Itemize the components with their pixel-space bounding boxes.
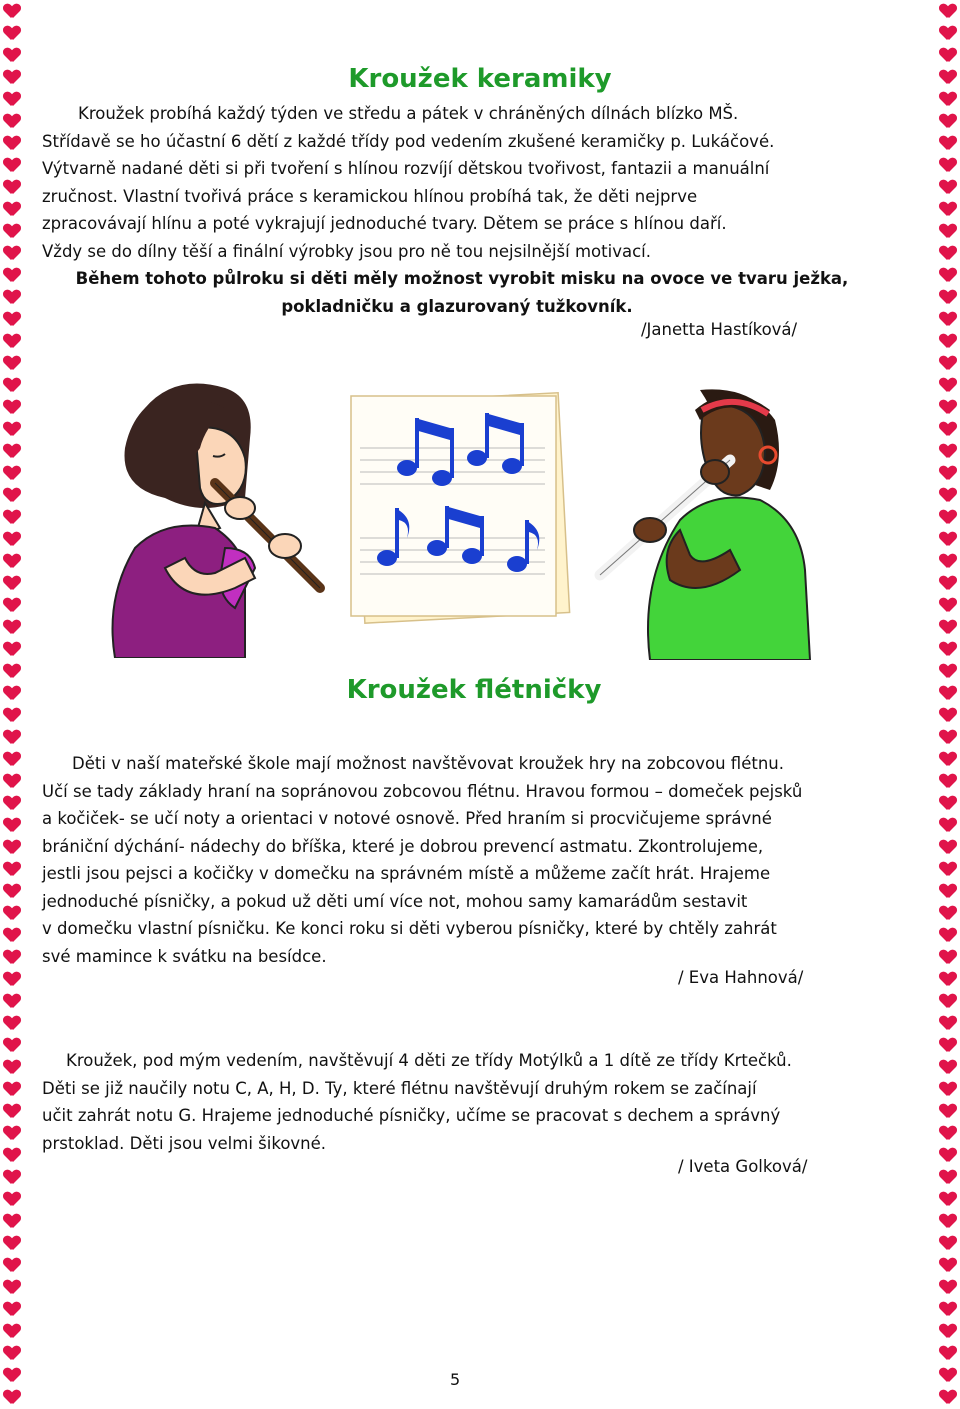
heart-icon: [4, 1368, 20, 1383]
heart-icon: [4, 554, 20, 569]
heart-icon: [940, 576, 956, 591]
heart-icon: [940, 620, 956, 635]
heart-icon: [940, 92, 956, 107]
heart-icon: [4, 1214, 20, 1229]
heart-icon: [940, 4, 956, 19]
heart-icon: [4, 1104, 20, 1119]
heart-icon: [940, 202, 956, 217]
heart-icon: [4, 268, 20, 283]
heart-icon: [4, 862, 20, 877]
heart-icon: [4, 730, 20, 745]
heart-icon: [4, 1390, 20, 1405]
heart-icon: [940, 158, 956, 173]
heart-icon: [940, 840, 956, 855]
heart-icon: [940, 136, 956, 151]
heart-icon: [940, 884, 956, 899]
heart-icon: [940, 950, 956, 965]
heart-icon: [940, 510, 956, 525]
text-line: Střídavě se ho účastní 6 dětí z každé třídy pod vedením zkušené keramičky p. Lukáčové.: [42, 131, 775, 151]
text-line: Vždy se do dílny těší a finální výrobky jsou pro ně tou nejsilnější motivací.: [42, 241, 651, 261]
heart-icon: [940, 334, 956, 349]
heart-icon: [940, 26, 956, 41]
heart-icon: [940, 444, 956, 459]
heart-icon: [4, 1126, 20, 1141]
heart-icon: [940, 1390, 956, 1405]
heart-icon: [940, 598, 956, 613]
text-line: a kočiček- se učí noty a orientaci v notové osnově. Před hraním si procvičujeme správné: [42, 809, 772, 828]
text-line: Kroužek probíhá každý týden ve středu a pátek v chráněných dílnách blízko MŠ.: [78, 104, 739, 123]
text-line: Děti v naší mateřské škole mají možnost navštěvovat kroužek hry na zobcovou flétnu.: [72, 754, 784, 773]
heart-icon: [4, 224, 20, 239]
text-line: učit zahrát notu G. Hrajeme jednoduché písničky, učíme se pracovat s dechem a správný: [42, 1106, 781, 1125]
text-line: jestli jsou pejsci a kočičky v domečku na správném místě a můžeme začít hrát. Hrajeme: [42, 864, 771, 883]
heart-icon: [940, 1368, 956, 1383]
heart-icon: [4, 994, 20, 1009]
heart-icon: [940, 1038, 956, 1053]
text-line: zručnost. Vlastní tvořivá práce s keramickou hlínou probíhá tak, že děti nejprve: [42, 186, 698, 206]
heart-icon: [4, 1148, 20, 1163]
heart-icon: [940, 378, 956, 393]
heart-icon: [4, 950, 20, 965]
text-line: Výtvarně nadané děti si při tvoření s hlínou rozvíjí dětskou tvořivost, fantazii a manuální: [42, 159, 770, 178]
heart-icon: [4, 576, 20, 591]
heart-icon: [4, 818, 20, 833]
heart-icon: [4, 972, 20, 987]
heart-icon: [4, 884, 20, 899]
heart-icon: [4, 1170, 20, 1185]
heart-icon: [940, 818, 956, 833]
heart-icon: [940, 774, 956, 789]
heart-icon: [4, 488, 20, 503]
girl-with-flute-illustration: [590, 380, 820, 660]
fletnicky-title: Kroužek flétničky: [346, 675, 602, 705]
heart-icon: [4, 48, 20, 63]
text-line: jednoduché písničky, a pokud už děti umí více not, mohou samy kamarádům sestavit: [42, 891, 748, 911]
signature-golkova: / Iveta Golková/: [678, 1157, 808, 1176]
heart-icon: [940, 1016, 956, 1031]
text-line: své mamince k svátku na besídce.: [42, 946, 327, 966]
heart-icon: [940, 862, 956, 877]
bold-line: pokladničku a glazurovaný tužkovník.: [281, 296, 633, 316]
heart-icon: [4, 202, 20, 217]
heart-icon: [4, 1060, 20, 1075]
heart-icon: [4, 840, 20, 855]
heart-icon: [4, 26, 20, 41]
heart-icon: [940, 1126, 956, 1141]
heart-icon: [4, 752, 20, 767]
heart-icon: [940, 1148, 956, 1163]
heart-icon: [940, 1324, 956, 1339]
page-number: 5: [450, 1370, 461, 1389]
text-line: zpracovávají hlínu a poté vykrajují jednoduché tvary. Dětem se práce s hlínou daří.: [42, 214, 727, 233]
heart-icon: [4, 1280, 20, 1295]
heart-icon: [4, 1236, 20, 1251]
heart-icon: [4, 620, 20, 635]
heart-icon: [940, 708, 956, 723]
heart-icon: [4, 114, 20, 129]
heart-icon: [940, 400, 956, 415]
heart-icon: [940, 224, 956, 239]
heart-icon: [4, 422, 20, 437]
heart-icon: [4, 246, 20, 261]
heart-icon: [940, 796, 956, 811]
heart-icon: [940, 1192, 956, 1207]
heart-icon: [940, 268, 956, 283]
heart-icon: [940, 1258, 956, 1273]
heart-icon: [4, 136, 20, 151]
heart-icon: [940, 752, 956, 767]
heart-icon: [940, 1302, 956, 1317]
heart-icon: [4, 1346, 20, 1361]
heart-icon: [4, 180, 20, 195]
text-line: brániční dýchání- nádechy do bříška, které je dobrou prevencí astmatu. Zkontrolujeme,: [42, 836, 764, 856]
heart-icon: [4, 290, 20, 305]
heart-icon: [4, 774, 20, 789]
heart-icon: [4, 4, 20, 19]
heart-icon: [940, 972, 956, 987]
heart-icon: [4, 532, 20, 547]
heart-icon: [4, 312, 20, 327]
heart-icon: [4, 356, 20, 371]
heart-icon: [940, 730, 956, 745]
heart-icon: [4, 598, 20, 613]
heart-icon: [940, 1280, 956, 1295]
heart-icon: [940, 1104, 956, 1119]
heart-icon: [940, 906, 956, 921]
heart-icon: [940, 1214, 956, 1229]
heart-icon: [940, 180, 956, 195]
girl-with-recorder-illustration: [105, 378, 345, 658]
heart-icon: [4, 1016, 20, 1031]
heart-icon: [940, 246, 956, 261]
heart-icon: [4, 444, 20, 459]
heart-icon: [940, 1060, 956, 1075]
text-line: Učí se tady základy hraní na sopránovou zobcovou flétnu. Hravou formou – domeček pejsků: [42, 781, 803, 801]
text-line: Děti se již naučily notu C, A, H, D. Ty, které flétnu navštěvují druhým rokem se začínají: [42, 1078, 757, 1098]
heart-icon: [940, 290, 956, 305]
heart-icon: [940, 1346, 956, 1361]
heart-icon: [940, 994, 956, 1009]
heart-icon: [4, 1038, 20, 1053]
heart-icon: [940, 532, 956, 547]
heart-icon: [4, 1258, 20, 1273]
heart-icon: [4, 1192, 20, 1207]
bold-line: Během tohoto půlroku si děti měly možnost vyrobit misku na ovoce ve tvaru ježka,: [75, 269, 849, 288]
text-line: prstoklad. Děti jsou velmi šikovné.: [42, 1133, 327, 1153]
heart-icon: [940, 928, 956, 943]
heart-icon: [4, 708, 20, 723]
heart-icon: [4, 334, 20, 349]
heart-icon: [940, 356, 956, 371]
heart-icon: [4, 796, 20, 811]
keramika-title: Kroužek keramiky: [348, 64, 612, 94]
heart-icon: [940, 114, 956, 129]
heart-icon: [940, 1082, 956, 1097]
text-line: Kroužek, pod mým vedením, navštěvují 4 děti ze třídy Motýlků a 1 dítě ze třídy Krtečků.: [66, 1051, 792, 1070]
heart-icon: [940, 554, 956, 569]
golkova-paragraph: [42, 1047, 872, 1157]
keramika-paragraph: [42, 100, 872, 320]
heart-icon: [940, 1236, 956, 1251]
heart-icon: [4, 1302, 20, 1317]
heart-icon: [4, 510, 20, 525]
heart-icon: [940, 312, 956, 327]
music-sheet-illustration: [345, 388, 585, 628]
fletnicky-paragraph: [42, 750, 872, 970]
heart-icon: [4, 1082, 20, 1097]
text-line: v domečku vlastní písničku. Ke konci roku si děti vyberou písničky, které by chtěly zahrát: [42, 919, 777, 938]
heart-icon: [4, 378, 20, 393]
heart-icon: [4, 466, 20, 481]
heart-icon: [4, 158, 20, 173]
heart-icon: [940, 466, 956, 481]
heart-icon: [4, 1324, 20, 1339]
signature-hahnova: / Eva Hahnová/: [678, 968, 804, 987]
heart-icon: [4, 642, 20, 657]
heart-icon: [940, 422, 956, 437]
heart-icon: [940, 1170, 956, 1185]
heart-icon: [940, 642, 956, 657]
signature-hastikova: /Janetta Hastíková/: [641, 320, 798, 339]
heart-icon: [4, 928, 20, 943]
heart-icon: [4, 400, 20, 415]
heart-icon: [4, 92, 20, 107]
heart-icon: [940, 488, 956, 503]
heart-icon: [940, 48, 956, 63]
heart-icon: [4, 906, 20, 921]
